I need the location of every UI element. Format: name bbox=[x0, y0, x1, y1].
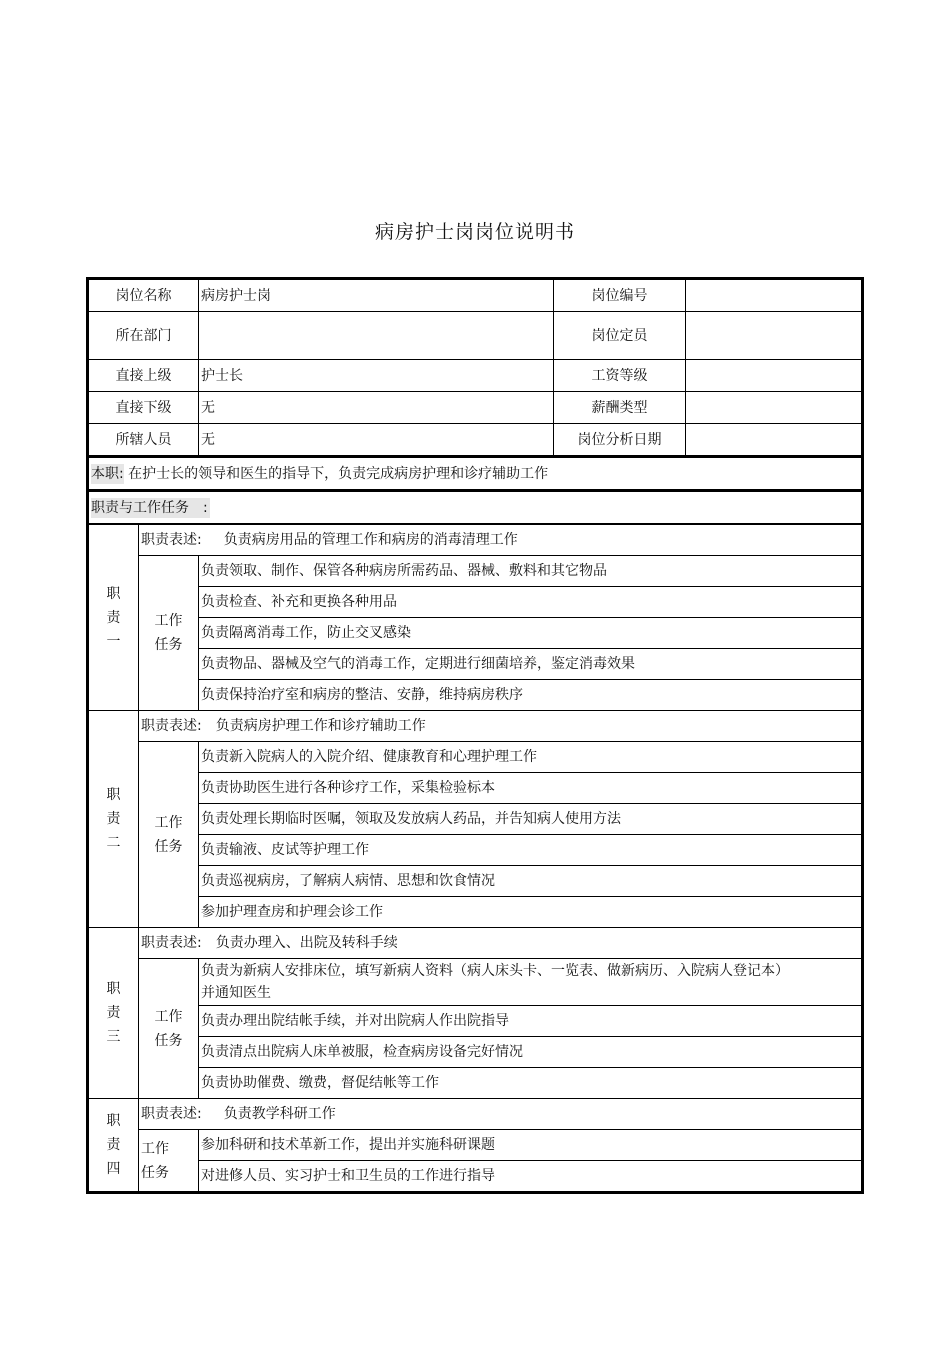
duty-desc-row bbox=[89, 1099, 862, 1130]
task-row bbox=[89, 773, 862, 804]
duty-desc: 负责办理入、出院及转科手续 bbox=[215, 935, 398, 951]
info-label: 岗位定员 bbox=[554, 312, 686, 360]
duty-desc-label: 职责表述: bbox=[141, 1106, 202, 1122]
info-row bbox=[89, 280, 862, 312]
duty-desc-row bbox=[89, 711, 862, 742]
task-row bbox=[89, 1161, 862, 1192]
duty-desc-cell bbox=[139, 711, 862, 742]
info-value bbox=[199, 312, 554, 360]
page-title: 病房护士岗岗位说明书 bbox=[374, 221, 575, 243]
duty-desc-cell bbox=[139, 525, 862, 556]
duty-desc: 负责病房用品的管理工作和病房的消毒清理工作 bbox=[223, 532, 518, 548]
info-label: 岗位编号 bbox=[554, 280, 686, 312]
task-item: 负责处理长期临时医嘱，领取及发放病人药品，并告知病人使用方法 bbox=[199, 804, 862, 835]
summary-label: 本职: bbox=[91, 465, 124, 482]
duties-table bbox=[88, 524, 862, 1192]
task-row bbox=[89, 1130, 862, 1161]
info-value: 病房护士岗 bbox=[199, 280, 554, 312]
duty-desc-cell bbox=[139, 1099, 862, 1130]
info-label: 直接上级 bbox=[89, 360, 199, 392]
duties-header: 职责与工作任务 : bbox=[91, 499, 208, 516]
info-row bbox=[89, 424, 862, 456]
task-item: 负责隔离消毒工作，防止交叉感染 bbox=[199, 618, 862, 649]
duty-desc-label: 职责表述: bbox=[141, 935, 202, 951]
summary-text: 在护士长的领导和医生的指导下，负责完成病房护理和诊疗辅助工作 bbox=[128, 465, 549, 482]
task-row bbox=[89, 866, 862, 897]
info-row bbox=[89, 360, 862, 392]
task-item: 对进修人员、实习护士和卫生员的工作进行指导 bbox=[199, 1161, 862, 1192]
info-label: 岗位分析日期 bbox=[554, 424, 686, 456]
duties-header-cell bbox=[89, 491, 862, 524]
task-item: 参加护理查房和护理会诊工作 bbox=[199, 897, 862, 928]
duty-desc-label: 职责表述: bbox=[141, 718, 202, 734]
task-row bbox=[89, 649, 862, 680]
info-value: 无 bbox=[199, 392, 554, 424]
task-row bbox=[89, 959, 862, 1006]
task-item: 负责协助催费、缴费，督促结帐等工作 bbox=[199, 1068, 862, 1099]
info-row bbox=[89, 312, 862, 360]
summary-band bbox=[88, 456, 862, 490]
info-value bbox=[686, 424, 862, 456]
duty-desc-row bbox=[89, 525, 862, 556]
info-label: 所在部门 bbox=[89, 312, 199, 360]
task-row bbox=[89, 1068, 862, 1099]
duty-desc: 负责教学科研工作 bbox=[223, 1106, 336, 1122]
task-label: 工作 任务 bbox=[139, 556, 199, 711]
info-value: 护士长 bbox=[199, 360, 554, 392]
info-value bbox=[686, 280, 862, 312]
duty-name: 职 责 二 bbox=[89, 711, 139, 928]
task-item: 负责检查、补充和更换各种用品 bbox=[199, 587, 862, 618]
duty-name: 职 责 四 bbox=[89, 1099, 139, 1192]
info-label: 岗位名称 bbox=[89, 280, 199, 312]
task-item: 负责输液、皮试等护理工作 bbox=[199, 835, 862, 866]
task-row bbox=[89, 618, 862, 649]
task-item: 负责为新病人安排床位，填写新病人资料（病人床头卡、一览表、做新病历、入院病人登记本）并通知医生 bbox=[199, 959, 862, 1006]
task-item: 负责保持治疗室和病房的整洁、安静，维持病房秩序 bbox=[199, 680, 862, 711]
summary-cell bbox=[89, 457, 862, 490]
duty-desc-row bbox=[89, 928, 862, 959]
duty-desc-label: 职责表述: bbox=[141, 532, 202, 548]
task-item: 负责物品、器械及空气的消毒工作，定期进行细菌培养，鉴定消毒效果 bbox=[199, 649, 862, 680]
task-row bbox=[89, 897, 862, 928]
task-item: 负责新入院病人的入院介绍、健康教育和心理护理工作 bbox=[199, 742, 862, 773]
info-label: 工资等级 bbox=[554, 360, 686, 392]
info-label: 所辖人员 bbox=[89, 424, 199, 456]
task-label: 工作 任务 bbox=[139, 1130, 199, 1192]
task-label: 工作 任务 bbox=[139, 959, 199, 1099]
duty-name: 职 责 一 bbox=[89, 525, 139, 711]
duty-desc: 负责病房护理工作和诊疗辅助工作 bbox=[215, 718, 426, 734]
info-row bbox=[89, 392, 862, 424]
task-item: 负责领取、制作、保管各种病房所需药品、器械、敷料和其它物品 bbox=[199, 556, 862, 587]
info-value bbox=[686, 312, 862, 360]
basic-info-table bbox=[88, 279, 862, 456]
info-value bbox=[686, 392, 862, 424]
task-item: 参加科研和技术革新工作，提出并实施科研课题 bbox=[199, 1130, 862, 1161]
task-row bbox=[89, 680, 862, 711]
task-item: 负责协助医生进行各种诊疗工作，采集检验标本 bbox=[199, 773, 862, 804]
duty-name: 职 责 三 bbox=[89, 928, 139, 1099]
task-row bbox=[89, 587, 862, 618]
task-row bbox=[89, 556, 862, 587]
info-label: 薪酬类型 bbox=[554, 392, 686, 424]
job-description-table bbox=[86, 277, 864, 1194]
duties-header-band bbox=[88, 490, 862, 524]
task-label: 工作 任务 bbox=[139, 742, 199, 928]
task-row bbox=[89, 804, 862, 835]
task-item: 负责办理出院结帐手续，并对出院病人作出院指导 bbox=[199, 1006, 862, 1037]
info-value bbox=[686, 360, 862, 392]
duty-desc-cell bbox=[139, 928, 862, 959]
info-label: 直接下级 bbox=[89, 392, 199, 424]
info-value: 无 bbox=[199, 424, 554, 456]
task-row bbox=[89, 835, 862, 866]
task-row bbox=[89, 1006, 862, 1037]
task-row bbox=[89, 742, 862, 773]
task-row bbox=[89, 1037, 862, 1068]
task-item: 负责清点出院病人床单被服，检查病房设备完好情况 bbox=[199, 1037, 862, 1068]
task-item: 负责巡视病房，了解病人病情、思想和饮食情况 bbox=[199, 866, 862, 897]
